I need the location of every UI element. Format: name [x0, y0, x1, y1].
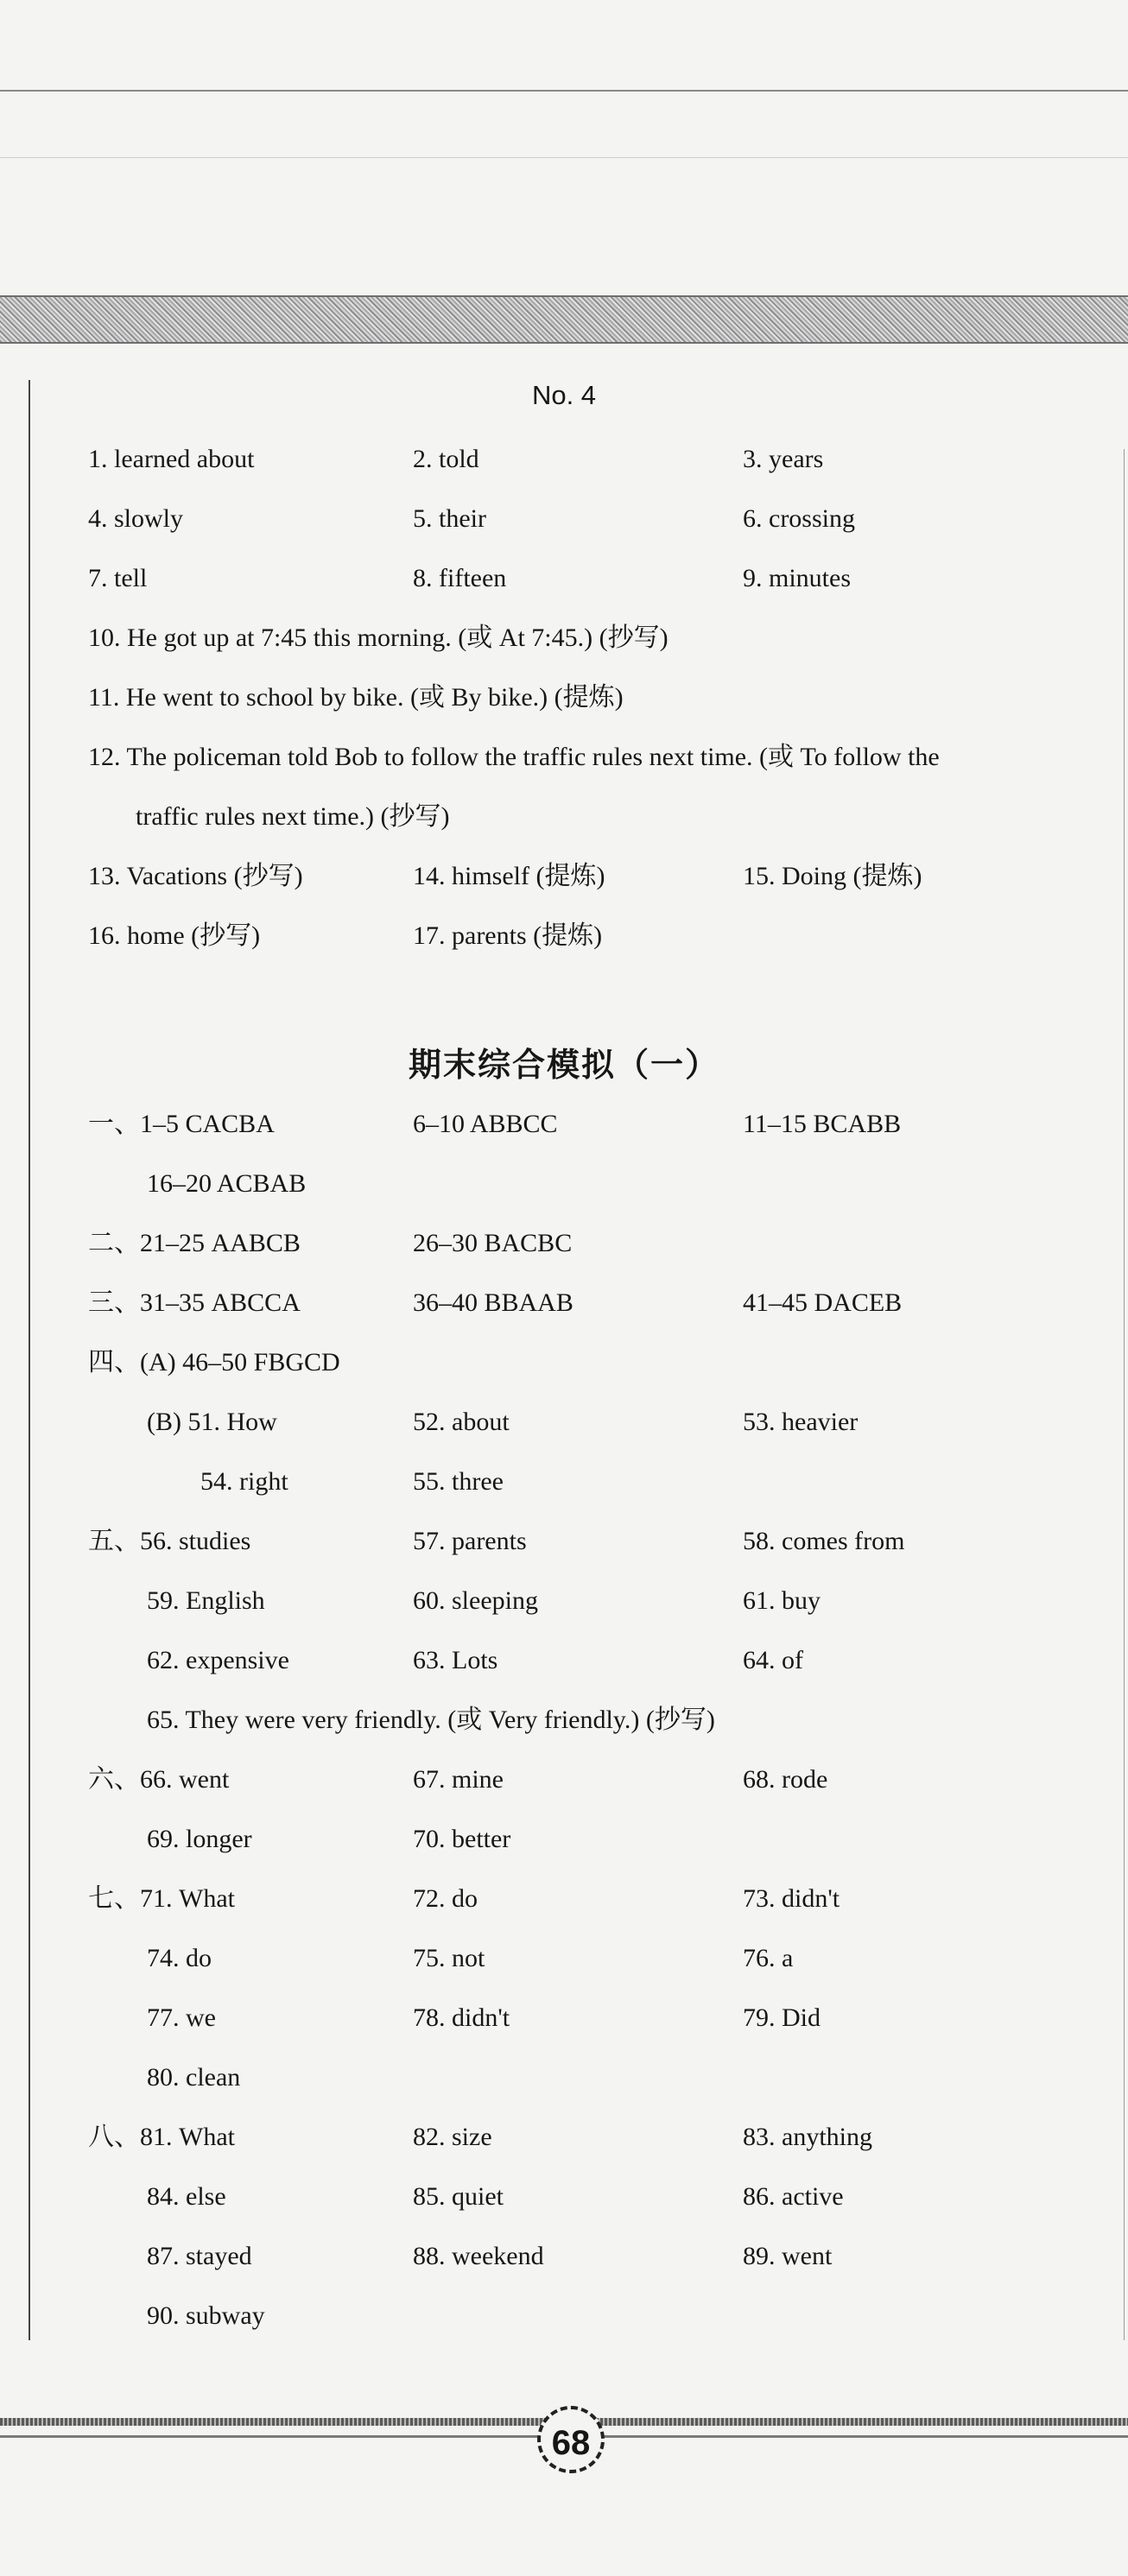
answer: 78. didn't — [413, 2003, 510, 2032]
answer: 8. fifteen — [413, 564, 507, 592]
answer: 60. sleeping — [413, 1586, 538, 1615]
answer: 79. Did — [743, 2003, 821, 2032]
answer: 16–20 ACBAB — [147, 1169, 307, 1198]
answer-row — [0, 2295, 1128, 2337]
answer: 75. not — [413, 1944, 485, 1972]
answer: 89. went — [743, 2242, 833, 2270]
answer-row — [0, 1580, 1128, 1622]
answer: 五、56. studies — [88, 1527, 251, 1555]
answer-10: 10. He got up at 7:45 this morning. (或 At 7:45.) (抄写) — [88, 623, 669, 652]
answer: 83. anything — [743, 2123, 872, 2151]
answer-row — [0, 617, 1128, 659]
answer: 9. minutes — [743, 564, 851, 592]
answer: 7. tell — [88, 564, 148, 592]
answer-row — [0, 737, 1128, 778]
answer: 55. three — [413, 1467, 504, 1496]
answer-row — [0, 2057, 1128, 2098]
answer: 6–10 ABBCC — [413, 1110, 558, 1138]
answer-row — [0, 1759, 1128, 1801]
answer: 一、1–5 CACBA — [88, 1110, 275, 1138]
answer: 74. do — [147, 1944, 212, 1972]
answer-row — [0, 2176, 1128, 2218]
answer: 64. of — [743, 1646, 803, 1674]
answer: 七、71. What — [88, 1884, 235, 1913]
answer: 85. quiet — [413, 2182, 504, 2211]
answer: 2. told — [413, 445, 479, 473]
answer-row — [0, 1402, 1128, 1443]
answer: 八、81. What — [88, 2123, 235, 2151]
answer: 二、21–25 AABCB — [88, 1229, 301, 1257]
answer-row — [0, 2117, 1128, 2158]
answer-row — [0, 1997, 1128, 2039]
answer: 3. years — [743, 445, 824, 473]
answer: 三、31–35 ABCCA — [88, 1288, 301, 1317]
answer-row — [0, 1342, 1128, 1383]
section-title-final-exam: 期末综合模拟（一） — [408, 1046, 719, 1084]
answer: 73. didn't — [743, 1884, 840, 1913]
answer: 4. slowly — [88, 504, 184, 533]
answer: 65. They were very friendly. (或 Very friendly.) (抄写) — [147, 1706, 715, 1734]
answer: 1. learned about — [88, 445, 255, 473]
answer-row — [0, 1819, 1128, 1860]
answer-row — [0, 796, 1128, 838]
answer: 80. clean — [147, 2063, 241, 2092]
answer-row — [0, 1640, 1128, 1681]
decorative-band — [0, 295, 1128, 344]
answer-row — [0, 856, 1128, 897]
answer-row — [0, 1699, 1128, 1741]
answer: 16. home (抄写) — [88, 921, 261, 950]
answer-row — [0, 1282, 1128, 1324]
answer: 77. we — [147, 2003, 216, 2032]
answer-row — [0, 1521, 1128, 1562]
page-number: 68 — [537, 2406, 605, 2473]
answer: 5. their — [413, 504, 486, 533]
answer: 69. longer — [147, 1825, 252, 1853]
answer-row — [0, 1163, 1128, 1205]
answer-row — [0, 1104, 1128, 1145]
answer: 54. right — [200, 1467, 288, 1496]
answer: 87. stayed — [147, 2242, 252, 2270]
answer-row — [0, 1878, 1128, 1920]
answer: 6. crossing — [743, 504, 855, 533]
answer: 52. about — [413, 1408, 510, 1436]
answer: 90. subway — [147, 2301, 265, 2330]
answer: 86. active — [743, 2182, 844, 2211]
answer-12: 12. The policeman told Bob to follow the traffic rules next time. (或 To follow the — [88, 743, 940, 771]
answer: (B) 51. How — [147, 1408, 277, 1436]
answer: 59. English — [147, 1586, 265, 1615]
answer-12-cont: traffic rules next time.) (抄写) — [136, 802, 450, 831]
answer: 15. Doing (提炼) — [743, 862, 922, 890]
answer-row — [0, 1223, 1128, 1264]
answer-11: 11. He went to school by bike. (或 By bike.) (提炼) — [88, 683, 624, 712]
answer: 53. heavier — [743, 1408, 859, 1436]
answer: 70. better — [413, 1825, 511, 1853]
answer: 76. a — [743, 1944, 794, 1972]
answer: 36–40 BBAAB — [413, 1288, 574, 1317]
answer-row — [0, 1938, 1128, 1979]
section-title-no4: No. 4 — [531, 380, 597, 410]
answer: 57. parents — [413, 1527, 527, 1555]
answer: 六、66. went — [88, 1765, 230, 1794]
answer: 88. weekend — [413, 2242, 544, 2270]
answer: 72. do — [413, 1884, 478, 1913]
top-rule — [0, 90, 1128, 92]
answer: 84. else — [147, 2182, 226, 2211]
answer: 26–30 BACBC — [413, 1229, 573, 1257]
answer-row — [0, 498, 1128, 540]
answer-row — [0, 677, 1128, 718]
answer: 63. Lots — [413, 1646, 498, 1674]
answer: 14. himself (提炼) — [413, 862, 605, 890]
answer-row — [0, 1461, 1128, 1503]
answer-row — [0, 915, 1128, 957]
answer-row — [0, 439, 1128, 480]
top-rule-thin — [0, 157, 1128, 158]
answer-row — [0, 2236, 1128, 2277]
answer: 41–45 DACEB — [743, 1288, 903, 1317]
answer: 67. mine — [413, 1765, 504, 1794]
answer: 58. comes from — [743, 1527, 905, 1555]
answer: 四、(A) 46–50 FBGCD — [88, 1348, 340, 1377]
answer: 11–15 BCABB — [743, 1110, 902, 1138]
answer: 82. size — [413, 2123, 492, 2151]
answer: 13. Vacations (抄写) — [88, 862, 303, 890]
answer: 62. expensive — [147, 1646, 289, 1674]
answer: 61. buy — [743, 1586, 821, 1615]
answer: 68. rode — [743, 1765, 828, 1794]
answer-row — [0, 558, 1128, 599]
answer: 17. parents (提炼) — [413, 921, 603, 950]
